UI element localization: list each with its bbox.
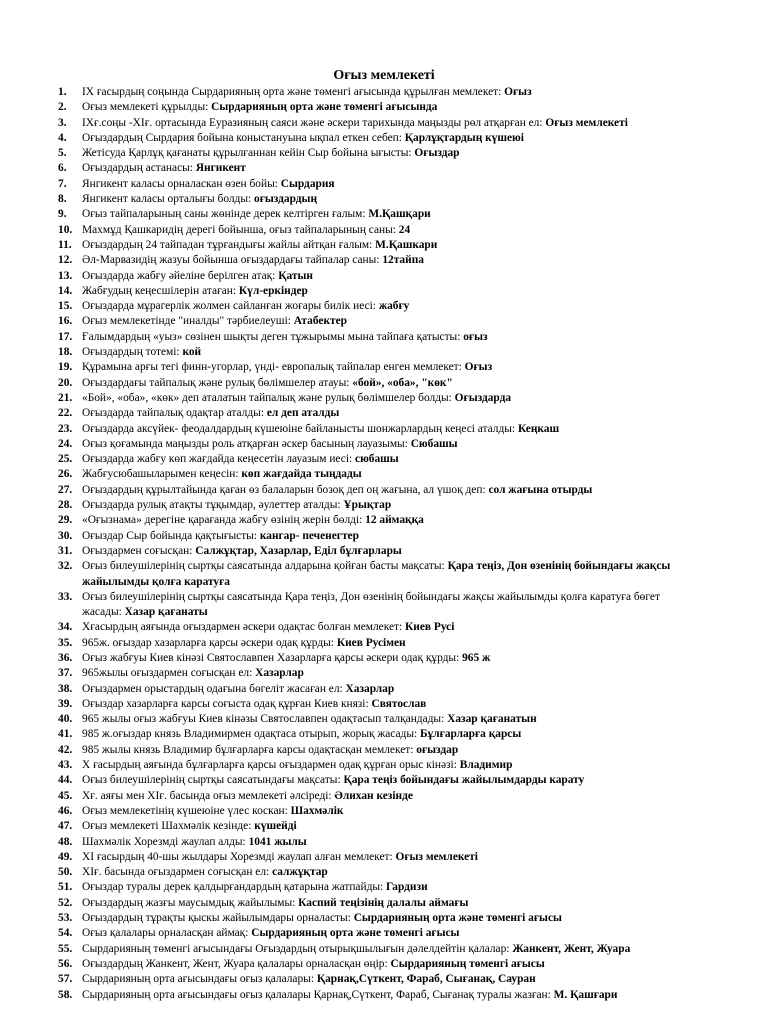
item-question: 965жылы оғыздармен соғысқан ел: bbox=[82, 667, 256, 680]
item-answer: Владимир bbox=[459, 759, 513, 772]
item-text bbox=[82, 559, 698, 590]
list-item bbox=[58, 789, 698, 804]
item-answer: Сырдарияның орта және төменгі ағысы bbox=[251, 927, 460, 940]
item-text bbox=[82, 789, 698, 804]
item-text bbox=[82, 238, 698, 253]
item-number: 55. bbox=[58, 942, 73, 955]
item-answer: Атабектер bbox=[293, 315, 348, 328]
item-question: Оғыздарда мұрагерлік жолмен сайланған жоғары билік иесі: bbox=[82, 300, 379, 313]
item-answer: Сырдарияның төменгі ағысы bbox=[390, 957, 545, 970]
item-answer: оғыздар bbox=[416, 743, 459, 756]
item-question: Оғыздардың Сырдария бойына коныстануына ықпал еткен себеп: bbox=[82, 131, 405, 144]
item-number: 44. bbox=[58, 774, 73, 787]
item-answer: Хазар қағанатын bbox=[447, 713, 537, 726]
item-text bbox=[82, 360, 698, 375]
item-number: 58. bbox=[58, 988, 73, 1001]
item-text bbox=[82, 620, 698, 635]
item-question: Хғ. аяғы мен XIғ. басында оғыз мемлекеті әлсіреді: bbox=[82, 789, 335, 802]
item-answer: Хазарлар bbox=[345, 682, 395, 695]
item-number: 43. bbox=[58, 759, 73, 772]
list-item bbox=[58, 314, 698, 329]
item-question: XI ғасырдың 40-шы жылдары Хорезмді жаулап алған мемлекет: bbox=[82, 850, 396, 863]
item-question: Янгикент каласы орталығы болды: bbox=[82, 193, 255, 206]
item-question: 965ж. оғыздар хазарларға қарсы әскери одақ құрды: bbox=[82, 636, 337, 649]
item-text bbox=[82, 804, 698, 819]
item-number: 29. bbox=[58, 514, 73, 527]
item-answer: Қарнақ,Сүткент, Фараб, Сығанақ, Сауран bbox=[316, 973, 536, 986]
item-answer: 24 bbox=[398, 223, 411, 236]
item-answer: Оғыз мемлекеті bbox=[545, 116, 628, 129]
item-question: 965 жылы оғыз жабғуы Киев кінәзы Святославпен одақтасып талқандады: bbox=[82, 713, 448, 726]
list-item bbox=[58, 758, 698, 773]
item-answer: Оғыздар bbox=[414, 147, 460, 160]
item-text bbox=[82, 345, 698, 360]
item-number: 54. bbox=[58, 927, 73, 940]
item-answer: Күл-еркіндер bbox=[238, 284, 308, 297]
list-item bbox=[58, 146, 698, 161]
item-answer: 1041 жылы bbox=[248, 835, 307, 848]
item-number: 31. bbox=[58, 544, 73, 557]
item-number: 22. bbox=[58, 407, 73, 420]
item-question: Оғыздардағы тайпалық және рулық бөлімшелер атауы: bbox=[82, 376, 353, 389]
item-number: 46. bbox=[58, 804, 73, 817]
list-item bbox=[58, 192, 698, 207]
item-question: Оғыздардың Жанкент, Жент, Жуара қалалары орналасқан өңір: bbox=[82, 957, 391, 970]
item-text bbox=[82, 896, 698, 911]
item-number: 37. bbox=[58, 667, 73, 680]
item-answer: Сырдария bbox=[280, 177, 335, 190]
item-question: Оғыздармен орыстардың одағына бөгеліт жасаған ел: bbox=[82, 682, 346, 695]
list-item bbox=[58, 636, 698, 651]
item-number: 40. bbox=[58, 713, 73, 726]
item-number: 47. bbox=[58, 820, 73, 833]
item-number: 28. bbox=[58, 499, 73, 512]
item-answer: Гардизи bbox=[386, 881, 428, 894]
list-item bbox=[58, 651, 698, 666]
item-question: Махмұд Қашкаридің дерегі бойынша, оғыз тайпаларының саны: bbox=[82, 223, 399, 236]
item-answer: М.Қашкари bbox=[375, 238, 438, 251]
item-answer: Шахмәлік bbox=[290, 804, 344, 817]
list-item bbox=[58, 360, 698, 375]
list-item bbox=[58, 483, 698, 498]
list-item bbox=[58, 116, 698, 131]
item-number: 53. bbox=[58, 912, 73, 925]
item-answer: Святослав bbox=[371, 697, 427, 710]
item-question: X ғасырдың аяғында бұлғарларға қарсы оғыздармен одақ құрған орыс кінәзі: bbox=[82, 759, 460, 772]
item-text bbox=[82, 131, 698, 146]
item-question: Оғыздар туралы дерек қалдырғандардың қатарына жатпайды: bbox=[82, 881, 387, 894]
item-text bbox=[82, 758, 698, 773]
item-text bbox=[82, 697, 698, 712]
item-number: 6. bbox=[58, 162, 67, 175]
list-item bbox=[58, 712, 698, 727]
item-question: Оғыз тайпаларының саны жөнінде дерек келтірген ғалым: bbox=[82, 208, 369, 221]
item-text bbox=[82, 391, 698, 406]
item-number: 3. bbox=[58, 116, 67, 129]
item-text bbox=[82, 269, 698, 284]
item-text bbox=[82, 299, 698, 314]
item-answer: оғыздардың bbox=[254, 193, 318, 206]
item-number: 12. bbox=[58, 254, 73, 267]
item-answer: сюбашы bbox=[355, 453, 399, 466]
item-number: 17. bbox=[58, 330, 73, 343]
item-text bbox=[82, 498, 698, 513]
item-number: 1. bbox=[58, 86, 67, 98]
item-answer: Бұлғарларға қарсы bbox=[420, 728, 522, 741]
list-item bbox=[58, 253, 698, 268]
item-answer: Оғыздарда bbox=[454, 391, 512, 404]
item-text bbox=[82, 865, 698, 880]
item-question: Оғыз билеушілерінің сыртқы саясатындағы мақсаты: bbox=[82, 774, 344, 787]
item-text bbox=[82, 651, 698, 666]
item-number: 38. bbox=[58, 682, 73, 695]
item-text bbox=[82, 835, 698, 850]
list-item bbox=[58, 85, 698, 100]
list-item bbox=[58, 682, 698, 697]
item-number: 9. bbox=[58, 208, 67, 221]
item-number: 7. bbox=[58, 177, 67, 190]
list-item bbox=[58, 972, 698, 987]
item-question: IX ғасырдың соңында Сырдарияның орта және төменгі ағысында құрылған мемлекет: bbox=[82, 86, 505, 98]
item-text bbox=[82, 926, 698, 941]
item-text bbox=[82, 773, 698, 788]
item-answer: Сюбашы bbox=[410, 437, 458, 450]
item-question: Жабғудың кеңесшілерін атаған: bbox=[82, 284, 239, 297]
item-text bbox=[82, 192, 698, 207]
item-number: 30. bbox=[58, 529, 73, 542]
item-text bbox=[82, 223, 698, 238]
item-number: 14. bbox=[58, 284, 73, 297]
item-text bbox=[82, 850, 698, 865]
list-item bbox=[58, 467, 698, 482]
item-answer: Хазарлар bbox=[255, 667, 304, 680]
page-title: Оғыз мемлекеті bbox=[333, 68, 435, 83]
item-question: Оғыз мемлекетінің күшеюіне үлес коскан: bbox=[82, 804, 291, 817]
item-question: Оғыздардың 24 тайпадан тұрғандығы жайлы айтқан ғалым: bbox=[82, 238, 376, 251]
list-item bbox=[58, 727, 698, 742]
item-question: Оғыздармен соғысқан: bbox=[82, 544, 196, 557]
item-answer: Оғыз мемлекеті bbox=[395, 850, 478, 863]
item-number: 50. bbox=[58, 866, 73, 879]
item-answer: М. Қашғари bbox=[553, 988, 618, 1001]
list-item bbox=[58, 835, 698, 850]
item-text bbox=[82, 422, 698, 437]
list-item bbox=[58, 422, 698, 437]
item-number: 4. bbox=[58, 131, 67, 144]
item-text bbox=[82, 911, 698, 926]
item-question: Янгикент каласы орналаскан өзен бойы: bbox=[82, 177, 281, 190]
item-number: 11. bbox=[58, 238, 72, 251]
list-item bbox=[58, 391, 698, 406]
item-text bbox=[82, 483, 698, 498]
list-item bbox=[58, 880, 698, 895]
list-item bbox=[58, 498, 698, 513]
item-answer: сол жағына отырды bbox=[488, 483, 593, 496]
list-item bbox=[58, 942, 698, 957]
item-number: 51. bbox=[58, 881, 73, 894]
item-text bbox=[82, 207, 698, 222]
qa-list bbox=[58, 85, 698, 1003]
item-question: Оғыз мемлекеті құрылды: bbox=[82, 101, 212, 114]
item-question: Оғыз мемлекетінде "иналды" тәрбиелеуші: bbox=[82, 315, 294, 328]
list-item bbox=[58, 177, 698, 192]
item-question: Сырдарияның орта ағысындағы оғыз қалалары Қарнақ,Сүткент, Фараб, Сығанақ туралы жазған: bbox=[82, 988, 554, 1001]
item-text bbox=[82, 437, 698, 452]
item-text bbox=[82, 253, 698, 268]
item-number: 19. bbox=[58, 361, 73, 374]
item-question: Оғыздарда тайпалық одақтар аталды: bbox=[82, 407, 267, 420]
item-question: Оғыздардың тұрақты қыскы жайылымдары орналасты: bbox=[82, 912, 354, 925]
item-text bbox=[82, 116, 698, 131]
item-answer: кангар- печенегтер bbox=[259, 529, 359, 542]
item-number: 36. bbox=[58, 651, 73, 664]
item-question: Оғыз мемлекеті Шахмәлік кезінде: bbox=[82, 820, 255, 833]
list-item bbox=[58, 284, 698, 299]
item-question: Оғыздарда рулық атақты тұқымдар, әулеттер аталды: bbox=[82, 499, 344, 512]
item-number: 39. bbox=[58, 697, 73, 710]
item-number: 5. bbox=[58, 147, 67, 160]
item-number: 10. bbox=[58, 223, 73, 236]
item-question: Оғыз билеушілерінің сыртқы саясатында алдарына қойған басты мақсаты: bbox=[82, 560, 448, 573]
list-item bbox=[58, 911, 698, 926]
item-answer: ел деп аталды bbox=[266, 407, 340, 420]
item-text bbox=[82, 406, 698, 421]
item-number: 48. bbox=[58, 835, 73, 848]
item-question: 985 ж.оғыздар князь Владимирмен одақтаса отырып, жорық жасады: bbox=[82, 728, 421, 741]
list-item bbox=[58, 529, 698, 544]
list-item bbox=[58, 330, 698, 345]
item-answer: Ұрықтар bbox=[343, 499, 392, 512]
item-number: 41. bbox=[58, 728, 73, 741]
item-answer: жабғу bbox=[378, 300, 410, 313]
item-question: Оғыз қалалары орналасқан аймақ: bbox=[82, 927, 252, 940]
item-number: 52. bbox=[58, 896, 73, 909]
item-answer: Қара теңіз, Дон өзенінің бойындағы жақсы жайылымды қолға каратуға bbox=[82, 560, 671, 588]
item-number: 16. bbox=[58, 315, 73, 328]
item-question: «Оғызнама» дерегіне қарағанда жабғу өзінің жерін бөлді: bbox=[82, 514, 366, 527]
item-text bbox=[82, 161, 698, 176]
item-number: 23. bbox=[58, 422, 73, 435]
item-question: Сырдарияның төменгі ағысындағы Оғыздардың отырықшылығын дәлелдейтін қалалар: bbox=[82, 942, 513, 955]
item-question: Әл-Марвазидің жазуы бойынша оғыздардағы тайпалар саны: bbox=[82, 254, 383, 267]
item-number: 20. bbox=[58, 376, 73, 389]
item-answer: Әлихан кезінде bbox=[334, 789, 413, 802]
item-answer: кой bbox=[182, 346, 202, 359]
item-answer: Салжұқтар, Хазарлар, Еділ бұлғарлары bbox=[195, 544, 402, 557]
list-item bbox=[58, 544, 698, 559]
item-number: 33. bbox=[58, 590, 73, 603]
item-text bbox=[82, 880, 698, 895]
item-question: Оғыз билеушілерінің сыртқы саясатында Қара теңіз, Дон өзенінің бойындағы жақсы жайылымды қолға каратуға бөгет жасады: bbox=[82, 590, 660, 619]
list-item bbox=[58, 437, 698, 452]
item-answer: «бой», «оба», "көк" bbox=[352, 376, 453, 389]
item-text bbox=[82, 666, 698, 681]
list-item bbox=[58, 697, 698, 712]
item-number: 21. bbox=[58, 391, 73, 404]
list-item bbox=[58, 865, 698, 880]
item-answer: Сырдарияның орта және төменгі ағысы bbox=[353, 912, 562, 925]
item-number: 42. bbox=[58, 743, 73, 756]
list-item bbox=[58, 269, 698, 284]
item-number: 27. bbox=[58, 483, 73, 496]
item-text bbox=[82, 376, 698, 391]
list-item bbox=[58, 988, 698, 1003]
item-answer: Қатын bbox=[278, 269, 313, 282]
item-question: Сырдарияның орта ағысындағы оғыз қалалары: bbox=[82, 973, 317, 986]
item-answer: 12 аймаққа bbox=[365, 514, 424, 527]
list-item bbox=[58, 850, 698, 865]
item-question: XIғ. басында оғыздармен соғысқан ел: bbox=[82, 866, 273, 879]
item-question: «Бой», «оба», «көк» деп аталатын тайпалық және рулық бөлімшелер болды: bbox=[82, 391, 455, 404]
item-text bbox=[82, 957, 698, 972]
item-number: 25. bbox=[58, 453, 73, 466]
list-item bbox=[58, 376, 698, 391]
item-text bbox=[82, 529, 698, 544]
item-number: 35. bbox=[58, 636, 73, 649]
list-item bbox=[58, 957, 698, 972]
list-item bbox=[58, 590, 698, 621]
item-text bbox=[82, 284, 698, 299]
item-number: 26. bbox=[58, 468, 73, 481]
item-question: Оғыз қоғамында маңызды роль атқарған әскер басының лауазымы: bbox=[82, 437, 411, 450]
item-answer: Оғыз bbox=[504, 86, 532, 98]
item-question: Шахмәлік Хорезмді жаулап алды: bbox=[82, 835, 249, 848]
item-text bbox=[82, 513, 698, 528]
item-text bbox=[82, 452, 698, 467]
item-number: 49. bbox=[58, 850, 73, 863]
item-answer: Оғыз bbox=[464, 361, 493, 374]
list-item bbox=[58, 620, 698, 635]
item-text bbox=[82, 972, 698, 987]
item-question: IXғ.соңы -XIғ. ортасында Еуразияның саяси және әскери тарихында маңызды рөл атқарған ел: bbox=[82, 116, 546, 129]
list-item bbox=[58, 773, 698, 788]
list-item bbox=[58, 666, 698, 681]
list-item bbox=[58, 238, 698, 253]
list-item bbox=[58, 513, 698, 528]
list-item bbox=[58, 299, 698, 314]
item-text bbox=[82, 727, 698, 742]
item-answer: 965 ж bbox=[462, 651, 491, 664]
list-item bbox=[58, 406, 698, 421]
item-number: 34. bbox=[58, 621, 73, 634]
item-answer: Киев Русімен bbox=[336, 636, 406, 649]
item-question: Оғыздардың тотемі: bbox=[82, 346, 183, 359]
item-question: Оғыздар Сыр бойында қақтығысты: bbox=[82, 529, 260, 542]
item-number: 56. bbox=[58, 957, 73, 970]
item-question: Оғыздардың астанасы: bbox=[82, 162, 196, 175]
item-question: Жабғусюбашыларымен кеңесін: bbox=[82, 468, 242, 481]
item-text bbox=[82, 636, 698, 651]
list-item bbox=[58, 804, 698, 819]
item-answer: күшейді bbox=[254, 820, 297, 833]
list-item bbox=[58, 100, 698, 115]
item-answer: Қара теңіз бойындағы жайылымдарды карату bbox=[343, 774, 585, 787]
item-question: Оғыздар хазарларға карсы соғыста одақ құрған Киев князі: bbox=[82, 697, 372, 710]
item-text bbox=[82, 544, 698, 559]
list-item bbox=[58, 896, 698, 911]
list-item bbox=[58, 131, 698, 146]
item-number: 24. bbox=[58, 437, 73, 450]
item-answer: оғыз bbox=[463, 330, 488, 343]
item-number: 45. bbox=[58, 789, 73, 802]
list-item bbox=[58, 452, 698, 467]
item-question: Оғыз жабғуы Киев кінәзі Святославпен Хазарларға қарсы әскери одақ құрды: bbox=[82, 651, 463, 664]
list-item bbox=[58, 161, 698, 176]
item-answer: Киев Русі bbox=[405, 621, 455, 634]
list-item bbox=[58, 345, 698, 360]
item-answer: М.Қашқари bbox=[368, 208, 431, 221]
item-answer: Жанкент, Жент, Жуара bbox=[512, 942, 631, 955]
item-question: Оғыздардың құрылтайында қаған өз балаларын бозоқ деп оң жағына, ал үшоқ деп: bbox=[82, 483, 489, 496]
item-text bbox=[82, 100, 698, 115]
item-answer: Кеңкаш bbox=[517, 422, 560, 435]
item-text bbox=[82, 712, 698, 727]
item-number: 13. bbox=[58, 269, 73, 282]
item-text bbox=[82, 590, 698, 621]
item-text bbox=[82, 85, 698, 100]
item-answer: Каспий теңізінің далалы аймағы bbox=[298, 896, 469, 909]
item-question: Оғыздарда жабғу әйеліне берілген атақ: bbox=[82, 269, 279, 282]
item-number: 8. bbox=[58, 193, 67, 206]
item-question: Хғасырдың аяғында оғыздармен әскери одақтас болған мемлекет: bbox=[82, 621, 405, 634]
item-answer: көп жағдайда тыңдады bbox=[241, 468, 362, 481]
item-text bbox=[82, 467, 698, 482]
item-question: Оғыздардың жазғы маусымдық жайылымы: bbox=[82, 896, 299, 909]
list-item bbox=[58, 743, 698, 758]
item-question: Құрамына арғы тегі финн-угорлар, үнді- европалық тайпалар енген мемлекет: bbox=[82, 361, 465, 374]
item-number: 15. bbox=[58, 300, 73, 313]
item-answer: салжұқтар bbox=[272, 866, 328, 879]
item-answer: Сырдарияның орта және төменгі ағысында bbox=[211, 101, 438, 114]
list-item bbox=[58, 926, 698, 941]
item-answer: Янгикент bbox=[195, 162, 246, 175]
item-text bbox=[82, 177, 698, 192]
list-item bbox=[58, 819, 698, 834]
item-text bbox=[82, 330, 698, 345]
item-question: Жетісуда Қарлұқ қағанаты құрылғаннан кейін Сыр бойына ығысты: bbox=[82, 147, 415, 160]
item-text bbox=[82, 988, 698, 1003]
item-question: Оғыздарда аксүйек- феодалдардың күшеюіне байланысты шонжарлардың кеңесі аталды: bbox=[82, 422, 518, 435]
item-text bbox=[82, 682, 698, 697]
item-number: 57. bbox=[58, 973, 73, 986]
item-number: 2. bbox=[58, 101, 67, 114]
list-item bbox=[58, 207, 698, 222]
item-question: Ғалымдардың «уыз» сөзінен шықты деген тұжырымы мына тайпаға қатысты: bbox=[82, 330, 464, 343]
item-question: 985 жылы князь Владимир бұлғарларға карсы одақтасқан мемлекет: bbox=[82, 743, 417, 756]
item-text bbox=[82, 146, 698, 161]
item-number: 18. bbox=[58, 346, 73, 359]
item-number: 32. bbox=[58, 560, 73, 573]
list-item bbox=[58, 223, 698, 238]
item-text bbox=[82, 819, 698, 834]
item-text bbox=[82, 314, 698, 329]
item-text bbox=[82, 942, 698, 957]
item-answer: Хазар қағанаты bbox=[124, 606, 208, 619]
item-answer: 12тайпа bbox=[382, 254, 424, 267]
item-text bbox=[82, 743, 698, 758]
item-question: Оғыздарда жабғу көп жағдайда кеңесетін лауазым иесі: bbox=[82, 453, 356, 466]
list-item bbox=[58, 559, 698, 590]
item-answer: Қарлұқтардың күшеюі bbox=[404, 131, 524, 144]
